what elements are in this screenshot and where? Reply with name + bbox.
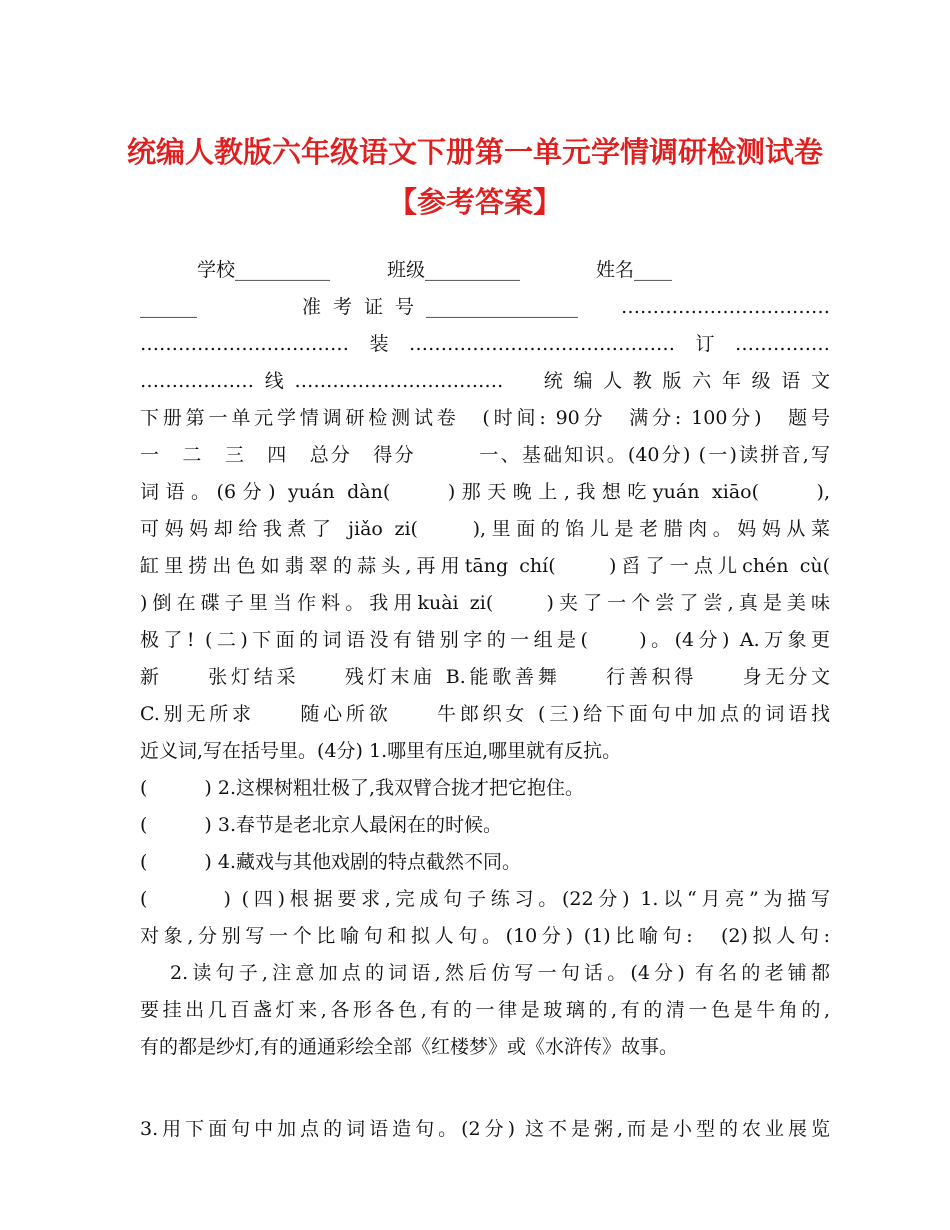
text-line: 3.用下面句中加点的词语造句。(2分) 这不是粥,而是小型的农业展览	[140, 1118, 830, 1140]
text-line: 词语。(6分) yuán dàn( )那天晚上,我想吃yuán xiāo( ),	[140, 481, 830, 503]
text-line: ( ) 4.藏戏与其他戏剧的特点截然不同。	[140, 851, 521, 873]
document-title: 统编人教版六年级语文下册第一单元学情调研检测试卷	[126, 135, 823, 169]
text-line: 下册第一单元学情调研检测试卷 (时间: 90分 满分: 100分) 题号	[140, 407, 830, 429]
text-line: 近义词,写在括号里。(4分) 1.哪里有压迫,哪里就有反抗。	[140, 740, 622, 762]
text-line: 2.读句子,注意加点的词语,然后仿写一句话。(4分) 有名的老铺都	[170, 962, 830, 984]
text-line: 缸里捞出色如翡翠的蒜头,再用tāng chí( )舀了一点儿chén cù(	[140, 555, 830, 577]
text-line: ( ) 2.这棵树粗壮极了,我双臂合拢才把它抱住。	[140, 777, 585, 799]
binding-line: ……………………………装……………………………………订……………	[140, 333, 830, 355]
text-line: ………………线…………………………… 统编人教版六年级语文	[140, 370, 830, 392]
text-line: 新 张灯结采 残灯末庙 B.能歌善舞 行善积得 身无分文	[140, 666, 830, 688]
exam-body	[140, 252, 830, 1148]
text-line: 极了! (二)下面的词语没有错别字的一组是( )。(4分) A.万象更	[140, 629, 830, 651]
text-line: 一 二 三 四 总分 得分 一、基础知识。(40分) (一)读拼音,写	[140, 444, 830, 466]
text-line: C.别无所求 随心所欲 牛郎织女 (三)给下面句中加点的词语找	[140, 703, 830, 725]
paragraph-gap	[140, 1066, 830, 1111]
text-line: 有的都是纱灯,有的通通彩绘全部《红楼梦》或《水浒传》故事。	[140, 1036, 679, 1058]
text-line: 要挂出几百盏灯来,各形各色,有的一律是玻璃的,有的清一色是牛角的,	[140, 999, 830, 1021]
text-line: ( ) (四)根据要求,完成句子练习。(22分) 1.以“月亮”为描写	[140, 888, 830, 910]
document-subtitle: 【参考答案】	[387, 185, 562, 219]
text-line: 可妈妈却给我煮了 jiǎo zi( ),里面的馅儿是老腊肉。妈妈从菜	[140, 518, 830, 540]
text-line: ( ) 3.春节是老北京人最闲在的时候。	[140, 814, 502, 836]
text-line: )倒在碟子里当作料。我用kuài zi( )夹了一个尝了尝,真是美味	[140, 592, 830, 614]
text-line: 对象,分别写一个比喻句和拟人句。(10分) (1)比喻句: (2)拟人句:	[140, 925, 830, 947]
exam-id-line: ______ 准考证号________________ ……………………………	[140, 296, 830, 318]
school-class-name-line: 学校__________ 班级__________ 姓名____	[140, 259, 673, 281]
